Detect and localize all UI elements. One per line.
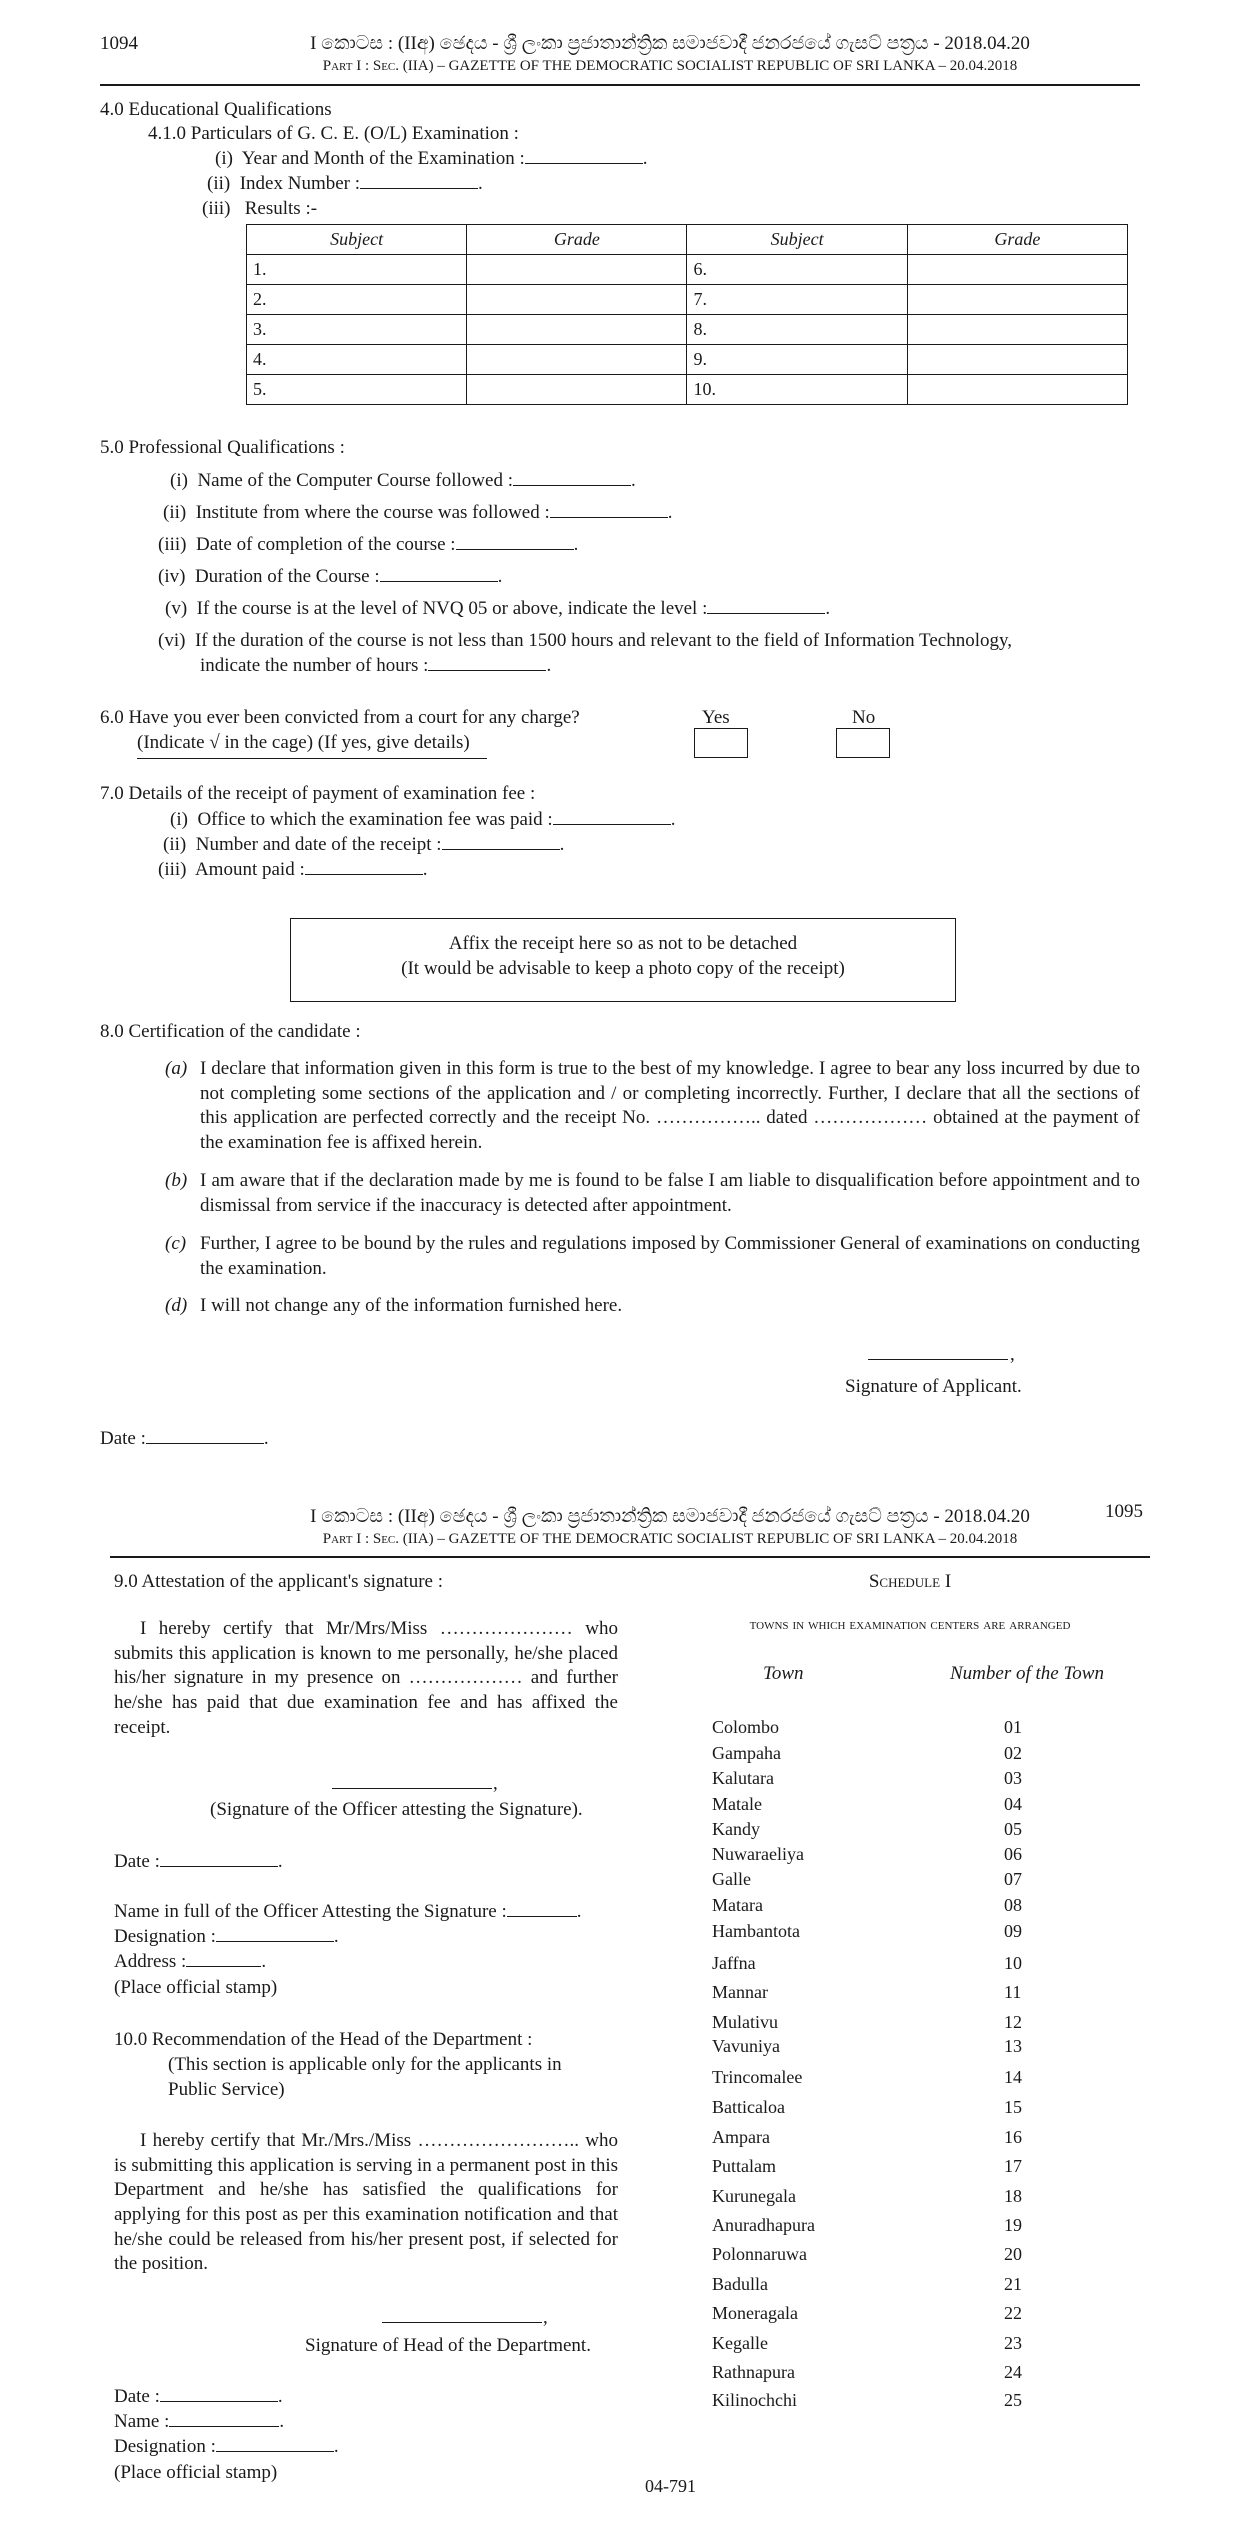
- receipt-box[interactable]: [290, 918, 956, 1002]
- table-row: 1. 6.: [247, 255, 1128, 285]
- col-grade: Grade: [907, 225, 1127, 255]
- col-number-header: Number of the Town: [950, 1663, 1104, 1684]
- blank-line[interactable]: [186, 1952, 261, 1967]
- section-4-subtitle: 4.1.0 Particulars of G. C. E. (O/L) Examination :: [148, 123, 519, 144]
- schedule-title: Schedule I: [868, 1571, 952, 1592]
- s10-designation: Designation : .: [114, 2436, 339, 2457]
- s9-stamp: (Place official stamp): [114, 1977, 278, 1998]
- page2-header-rule: [110, 1556, 1150, 1558]
- section-9-title: 9.0 Attestation of the applicant's signature :: [114, 1571, 443, 1592]
- blank-line[interactable]: [169, 2412, 279, 2427]
- page2-number: 1095: [1105, 1501, 1143, 1522]
- table-row: 3. 8.: [247, 315, 1128, 345]
- footer-code: 04-791: [645, 2476, 696, 2496]
- header-rest: (IIA) – GAZETTE OF THE DEMOCRATIC SOCIALIST REPUBLIC OF SRI LANKA – 20.04.2018: [402, 58, 1018, 74]
- yes-label: Yes: [702, 707, 730, 728]
- blank-line[interactable]: [513, 471, 631, 486]
- receipt-box-line1: Affix the receipt here so as not to be detached: [448, 933, 798, 954]
- s10-signature-label: Signature of Head of the Department.: [305, 2335, 591, 2356]
- section-8-title: 8.0 Certification of the candidate :: [100, 1021, 361, 1042]
- table-row: 5. 10.: [247, 375, 1128, 405]
- blank-line[interactable]: [442, 835, 560, 850]
- section-7-title: 7.0 Details of the receipt of payment of examination fee :: [100, 783, 536, 804]
- s9-paragraph: I hereby certify that Mr/Mrs/Miss ………………… who submits this application is known to me personally, he/she placed his/her signature in my presence on ……………… and further he/she has paid that due examination fee and has affixed the receipt.: [114, 1618, 618, 1738]
- s4-item-ii: (ii) Index Number : .: [207, 173, 483, 194]
- blank-line[interactable]: [216, 1927, 334, 1942]
- blank-line[interactable]: [360, 174, 478, 189]
- s8-item-b: (b) I am aware that if the declaration made by me is found to be false I am liable to disqualification before appointment and to dismissal from service if the inaccuracy is detected after appointment.: [165, 1170, 1140, 1216]
- section-6-title: 6.0 Have you ever been convicted from a court for any charge?: [100, 707, 580, 728]
- header-rest: (IIA) – GAZETTE OF THE DEMOCRATIC SOCIALIST REPUBLIC OF SRI LANKA – 20.04.2018: [402, 1531, 1018, 1547]
- s5-item-vi: (vi) If the duration of the course is not less than 1500 hours and relevant to the field of Information Technology, indicate the number of hours : .: [158, 630, 1012, 676]
- s9-officer-name: Name in full of the Officer Attesting the Signature : .: [114, 1901, 582, 1922]
- s4-item-iii: (iii) Results :-: [202, 198, 318, 219]
- blank-line[interactable]: [305, 860, 423, 875]
- s9-designation: Designation : .: [114, 1926, 339, 1947]
- s9-date: Date : .: [114, 1851, 283, 1872]
- no-checkbox[interactable]: [836, 728, 890, 758]
- no-label: No: [852, 707, 876, 728]
- blank-line[interactable]: [160, 1852, 278, 1867]
- page1-header-line2: [230, 57, 1110, 77]
- page2-header-line2: [230, 1530, 1110, 1550]
- table-row: 2. 7.: [247, 285, 1128, 315]
- page1-header-line1: I කොටස : (IIඅ) ඡෙදය - ශ්‍රී ලංකා ප්‍රජාතාන්ත්‍රික සමාජවාදී ජනරජයේ ගැසට් පත්‍රය - 2018.04.20: [310, 33, 1030, 54]
- s10-stamp: (Place official stamp): [114, 2462, 278, 2483]
- blank-line[interactable]: [507, 1902, 577, 1917]
- applicant-signature-label: Signature of Applicant.: [845, 1376, 1022, 1397]
- page1-date: Date : .: [100, 1428, 269, 1449]
- receipt-box-line2: (It would be advisable to keep a photo copy of the receipt): [401, 957, 845, 979]
- s10-name: Name : .: [114, 2411, 285, 2432]
- s7-item-i: (i) Office to which the examination fee was paid : .: [170, 809, 676, 830]
- s9-signature-line[interactable]: [332, 1774, 492, 1789]
- blank-line[interactable]: [707, 599, 825, 614]
- s9-signature-label: (Signature of the Officer attesting the Signature).: [210, 1799, 583, 1820]
- col-grade: Grade: [467, 225, 687, 255]
- s5-item-ii: (ii) Institute from where the course was followed : .: [163, 502, 673, 523]
- header-sec: Sec.: [372, 58, 400, 74]
- col-subject: Subject: [687, 225, 907, 255]
- page1-header-rule: [100, 84, 1140, 86]
- towns-list: Colombo 01 Gampaha 02 Kalutara 03 Matale 04 Kandy 05 Nuwaraeliya 06 Galle 07 Matara 08 Hambantota 09 Jaffna 10 Mannar 11 Mulativu 12 Vavuniya 13 Trincomalee 14 Batticaloa 15 Ampara 16 Puttalam 17 Kurunegala 18 Anuradhapura 19 Polonnaruwa 20 Badulla 21 Moneragala 22 Kegalle 23 Rathnapura 24 Kilinochchi 25: [712, 1717, 1022, 2410]
- header-part: Part I :: [322, 58, 370, 74]
- s10-date: Date : .: [114, 2386, 283, 2407]
- s5-item-iv: (iv) Duration of the Course : .: [158, 566, 503, 587]
- blank-line[interactable]: [550, 503, 668, 518]
- s6-details-line[interactable]: [137, 752, 487, 759]
- applicant-signature-line[interactable]: [868, 1345, 1008, 1360]
- s5-item-i: (i) Name of the Computer Course followed : .: [170, 470, 636, 491]
- s5-item-v: (v) If the course is at the level of NVQ 05 or above, indicate the level : .: [165, 598, 831, 619]
- section-6-subtitle: (Indicate √ in the cage) (If yes, give details): [137, 732, 470, 753]
- blank-line[interactable]: [525, 149, 643, 164]
- s8-item-c: (c) Further, I agree to be bound by the rules and regulations imposed by Commissioner General of examinations on conducting the examination.: [165, 1233, 1140, 1279]
- col-town-header: Town: [763, 1663, 804, 1684]
- s10-signature-line[interactable]: [382, 2308, 542, 2323]
- grades-table: [246, 224, 1128, 405]
- s8-item-a: (a) I declare that information given in this form is true to the best of my knowledge. I agree to bear any loss incurred by due to not completing some sections of the application and / or completing incorrectly. Further, I declare that all the sections of this application are perfected correctly and the receipt No. …………….. dated ……………… obtained at the payment of the examination fee is affixed herein.: [165, 1058, 1140, 1154]
- s4-item-i: (i) Year and Month of the Examination : .: [215, 148, 648, 169]
- section-10-title: 10.0 Recommendation of the Head of the Department :: [114, 2029, 533, 2050]
- s7-item-ii: (ii) Number and date of the receipt : .: [163, 834, 565, 855]
- s7-item-iii: (iii) Amount paid : .: [158, 859, 428, 880]
- page1-number: 1094: [100, 33, 138, 54]
- s5-item-iii: (iii) Date of completion of the course : .: [158, 534, 579, 555]
- grades-header-row: [247, 225, 1128, 255]
- s10-subtitle-2: Public Service): [168, 2079, 285, 2100]
- blank-line[interactable]: [456, 535, 574, 550]
- col-subject: Subject: [247, 225, 467, 255]
- s8-item-d: (d) I will not change any of the information furnished here.: [165, 1295, 623, 1316]
- header-sec: Sec.: [372, 1531, 400, 1547]
- s9-address: Address : .: [114, 1951, 267, 1972]
- blank-line[interactable]: [216, 2437, 334, 2452]
- yes-checkbox[interactable]: [694, 728, 748, 758]
- blank-line[interactable]: [380, 567, 498, 582]
- section-5-title: 5.0 Professional Qualifications :: [100, 437, 345, 458]
- s10-subtitle-1: (This section is applicable only for the applicants in: [168, 2054, 562, 2075]
- table-row: 4. 9.: [247, 345, 1128, 375]
- blank-line[interactable]: [428, 656, 546, 671]
- section-4-title: 4.0 Educational Qualifications: [100, 99, 332, 120]
- blank-line[interactable]: [160, 2387, 278, 2402]
- page2-header-line1: I කොටස : (IIඅ) ඡෙදය - ශ්‍රී ලංකා ප්‍රජාතාන්ත්‍රික සමාජවාදී ජනරජයේ ගැසට් පත්‍රය - 2018.04.20: [310, 1506, 1030, 1527]
- s10-paragraph: I hereby certify that Mr./Mrs./Miss …………………….. who is submitting this application is serving in a permanent post in this Department and he/she has satisfied the qualifications for applying for this post as per this examination notification and that he/she could be released from his/her present post, if selected for the position.: [114, 2130, 618, 2275]
- header-part: Part I :: [322, 1531, 370, 1547]
- schedule-subtitle: towns in which examination centers are arranged: [749, 1616, 1071, 1633]
- blank-line[interactable]: [146, 1429, 264, 1444]
- blank-line[interactable]: [553, 810, 671, 825]
